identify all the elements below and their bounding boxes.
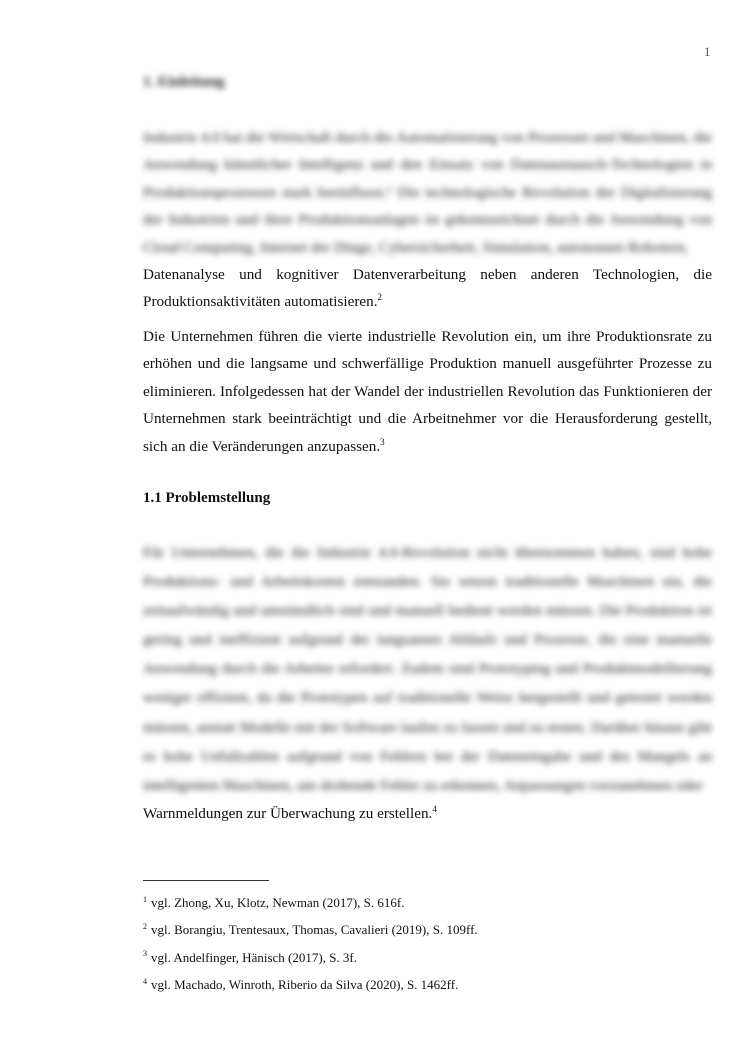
- footnote-ref: 4: [432, 803, 437, 814]
- footnote: [143, 889, 478, 916]
- footnote-number: 1: [143, 894, 147, 904]
- footnote: [143, 916, 478, 943]
- footnote-ref: 2: [377, 292, 383, 303]
- section-heading-introduction: 1. Einleitung: [143, 74, 225, 90]
- intro-paragraph-2: [143, 323, 712, 460]
- footnote: [143, 971, 478, 998]
- problem-paragraph-blurred-text: Für Unternehmen, die die Industrie 4.0-Revolution nicht übernommen haben, sind hohe Produktions- und Arbeitskosten entstanden. Sie setzen traditionelle Maschinen ein, die zeitaufwändig und umständlich sind und manuell bedient werden müssen. Die Produktion ist gering und ineffizient aufgrund der langsamen Abläufe und Prozesse, die eine manuelle Anwendung durch die Arbeiter erfordert. Zudem sind Prototyping und Produktmodellierung weniger effizient, da die Prototypen auf traditionelle Weise hergestellt und getestet werden müssen, anstatt Modelle mit der Software laufen zu lassen und zu testen. Darüber hinaus gibt es hohe Unfallzahlen aufgrund von Fehlern bei der Dateneingabe und des Mangels an intelligenten Maschinen, um drohende Fehler zu erkennen, Anpassungen vorzunehmen oder: [143, 544, 712, 794]
- problem-paragraph: [143, 538, 712, 827]
- footnote-text: vgl. Borangiu, Trentesaux, Thomas, Cavalieri (2019), S. 109ff.: [151, 922, 478, 938]
- intro-paragraph-1-blurred-text: Industrie 4.0 hat die Wirtschaft durch die Automatisierung von Prozessen und Maschinen, die Anwendung künstlicher Intelligenz und den Einsatz von Datenaustausch-Technologien in Produktionsprozessen stark beeinflusst.¹ Die technologische Revolution der Digitalisierung der Industrien und ihrer Produktionsanlagen ist gekennzeichnet durch die Anwendung von Cloud Computing, Internet der Dinge, Cybersicherheit, Simulation, autonomen Robotern,: [143, 129, 712, 256]
- problem-paragraph-visible-text: Warnmeldungen zur Überwachung zu erstellen.: [143, 804, 433, 822]
- footnote-text: vgl. Andelfinger, Hänisch (2017), S. 3f.: [151, 949, 358, 965]
- footnote-separator: [143, 880, 269, 881]
- footnote-text: vgl. Machado, Winroth, Riberio da Silva (2020), S. 1462ff.: [151, 976, 459, 992]
- intro-paragraph-1: [143, 124, 712, 316]
- footnotes: [143, 889, 478, 998]
- footnote-number: 2: [143, 921, 147, 931]
- page-number: 1: [704, 44, 711, 59]
- footnote-ref: 3: [380, 436, 385, 447]
- footnote-number: 4: [143, 976, 147, 986]
- intro-paragraph-2-text: Die Unternehmen führen die vierte industrielle Revolution ein, um ihre Produktionsrate zu erhöhen und die langsame und schwerfällige Produktion manuell ausgeführter Prozesse zu eliminieren. Infolgedessen hat der Wandel der industriellen Revolution das Funktionieren der Unternehmen stark beeinträchtigt und die Arbeitnehmer vor die Herausforderung gestellt, sich an die Veränderungen anzupassen.: [143, 328, 712, 455]
- footnote-number: 3: [143, 949, 147, 959]
- footnote: [143, 944, 478, 971]
- intro-paragraph-1-visible-text: Datenanalyse und kognitiver Datenverarbeitung neben anderen Technologien, die Produktionsaktivitäten automatisieren.: [143, 266, 712, 311]
- footnote-text: vgl. Zhong, Xu, Klotz, Newman (2017), S. 616f.: [151, 895, 405, 910]
- section-heading-problem-statement: 1.1 Problemstellung: [143, 490, 271, 506]
